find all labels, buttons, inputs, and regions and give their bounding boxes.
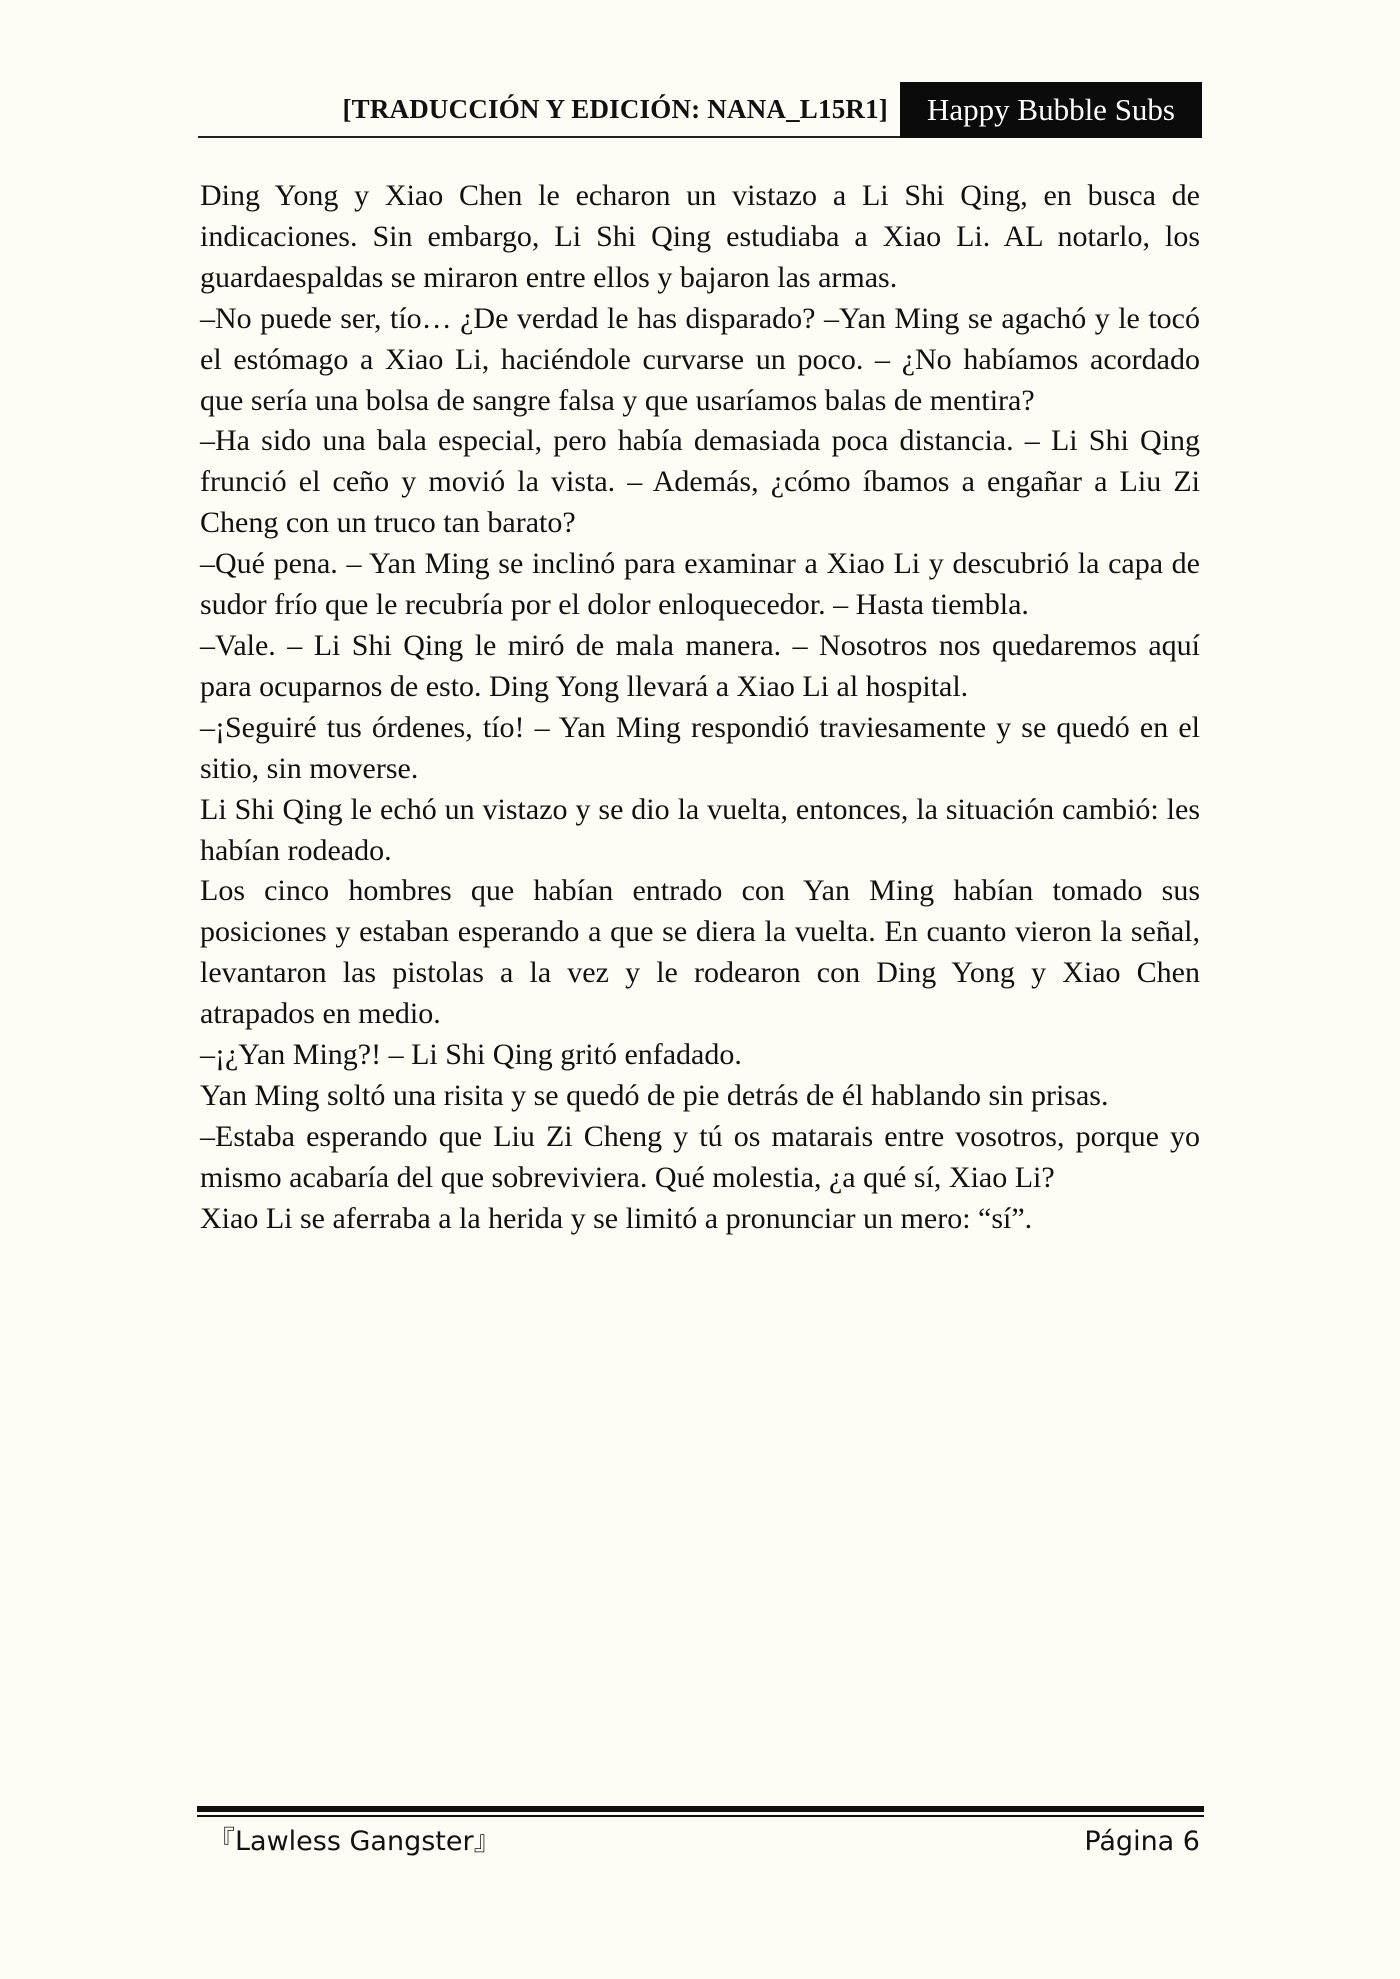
paragraph: –No puede ser, tío… ¿De verdad le has disparado? –Yan Ming se agachó y le tocó el estómago a Xiao Li, haciéndole curvarse un poco. – ¿No habíamos acordado que sería una bolsa de sangre falsa y que usaríamos balas de mentira? — [200, 301, 1200, 417]
paragraph: Los cinco hombres que habían entrado con Yan Ming habían tomado sus posiciones y estaban esperando a que se diera la vuelta. En cuanto vieron la señal, levantaron las pistolas a la vez y le rodearon con Ding Yong y Xiao Chen atrapados en medio. — [200, 874, 1200, 1031]
paragraph: Li Shi Qing le echó un vistazo y se dio la vuelta, entonces, la situación cambió: les habían rodeado. — [200, 792, 1200, 867]
paragraph: –Ha sido una bala especial, pero había demasiada poca distancia. – Li Shi Qing frunció el ceño y movió la vista. – Además, ¿cómo íbamos a engañar a Liu Zi Cheng con un truco tan barato? — [200, 424, 1200, 540]
footer-rule — [197, 1806, 1204, 1812]
paragraph: –Vale. – Li Shi Qing le miró de mala manera. – Nosotros nos quedaremos aquí para ocuparnos de esto. Ding Yong llevará a Xiao Li al hospital. — [200, 628, 1200, 703]
footer-rule-thin — [197, 1815, 1204, 1817]
page-header — [198, 82, 1202, 138]
paragraph: –¡Seguiré tus órdenes, tío! – Yan Ming respondió traviesamente y se quedó en el sitio, sin moverse. — [200, 710, 1200, 785]
paragraph: Ding Yong y Xiao Chen le echaron un vistazo a Li Shi Qing, en busca de indicaciones. Sin embargo, Li Shi Qing estudiaba a Xiao Li. AL notarlo, los guardaespaldas se miraron entre ellos y bajaron las armas. — [200, 179, 1200, 294]
paragraph: Xiao Li se aferraba a la herida y se limitó a pronunciar un mero: “sí”. — [200, 1201, 1033, 1235]
paragraph: –Qué pena. – Yan Ming se inclinó para examinar a Xiao Li y descubrió la capa de sudor frío que le recubría por el dolor enloquecedor. – Hasta tiembla. — [200, 547, 1200, 622]
paragraph: Yan Ming soltó una risita y se quedó de pie detrás de él hablando sin prisas. — [200, 1078, 1109, 1112]
paragraph: –¡¿Yan Ming?! – Li Shi Qing gritó enfadado. — [200, 1038, 742, 1072]
paragraph: –Estaba esperando que Liu Zi Cheng y tú os matarais entre vosotros, porque yo mismo acabaría del que sobreviviera. Qué molestia, ¿a qué sí, Xiao Li? — [200, 1119, 1200, 1194]
brand-label: Happy Bubble Subs — [900, 82, 1202, 138]
book-title: 『Lawless Gangster』 — [208, 1826, 501, 1857]
page-number: Página 6 — [1084, 1826, 1200, 1857]
translation-credit: [TRADUCCIÓN Y EDICIÓN: NANA_L15R1] — [342, 94, 888, 124]
body-text — [200, 176, 1200, 1240]
